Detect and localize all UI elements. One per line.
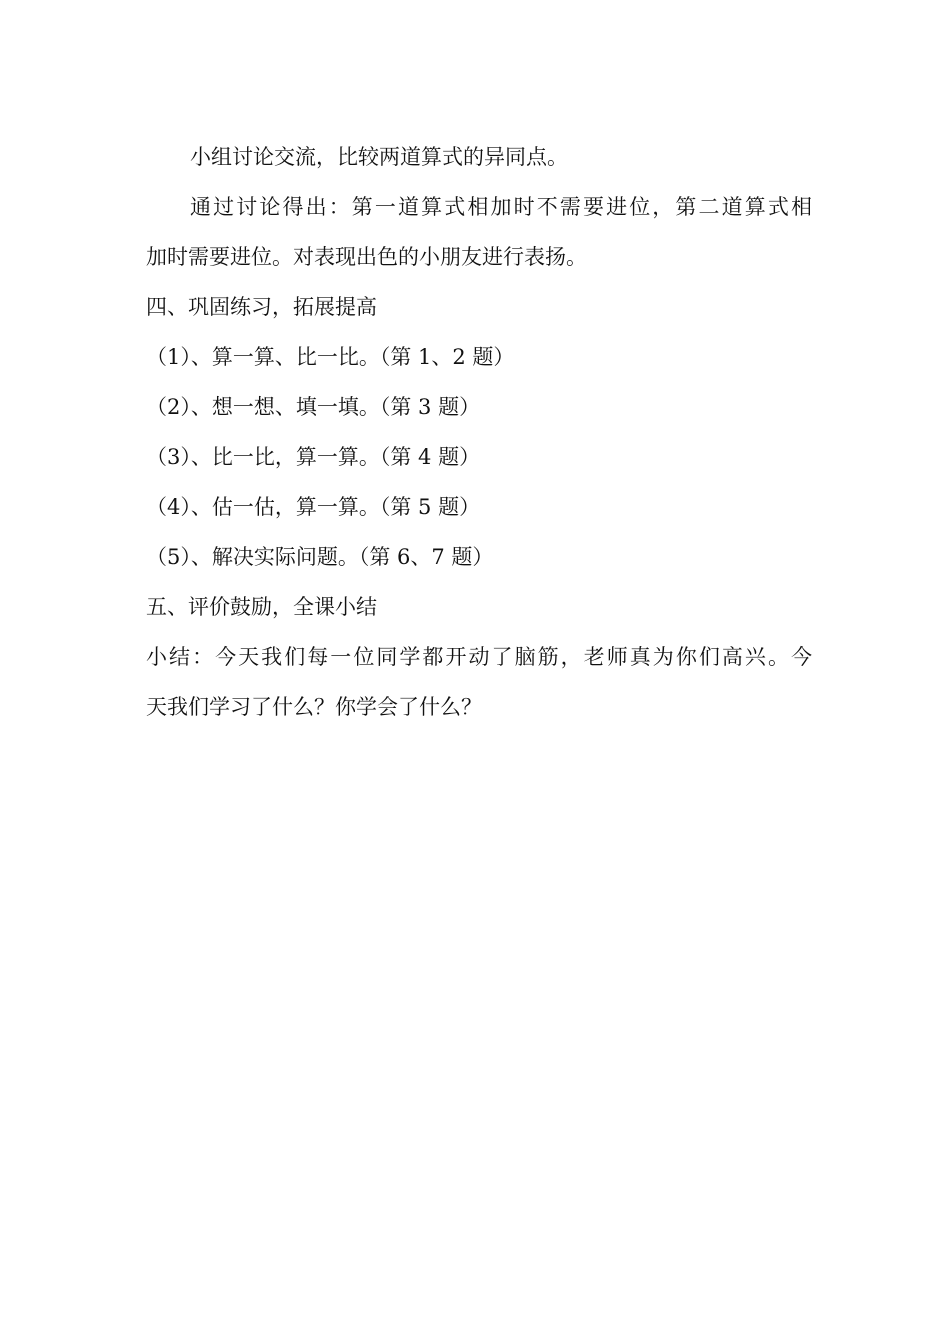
paragraph-line: 通过讨论得出：第一道算式相加时不需要进位，第二道算式相 bbox=[190, 195, 812, 219]
paragraph-line: 小组讨论交流，比较两道算式的异同点。 bbox=[190, 145, 568, 169]
paragraph-line: 加时需要进位。对表现出色的小朋友进行表扬。 bbox=[146, 245, 587, 269]
section-heading: 四、巩固练习，拓展提高 bbox=[146, 295, 377, 319]
exercise-item-4 bbox=[146, 482, 812, 532]
section-heading: 五、评价鼓励，全课小结 bbox=[146, 595, 377, 619]
paragraph-summary bbox=[146, 632, 812, 732]
section-heading-practice bbox=[146, 282, 812, 332]
exercise-line: （5）、解决实际问题。（第 6、7 题） bbox=[146, 545, 494, 569]
exercise-item-5 bbox=[146, 532, 812, 582]
exercise-line: （1）、算一算、比一比。（第 1、2 题） bbox=[146, 345, 515, 369]
paragraph-discussion-result bbox=[146, 182, 812, 282]
exercise-item-1 bbox=[146, 332, 812, 382]
exercise-item-3 bbox=[146, 432, 812, 482]
paragraph-line: 小结：今天我们每一位同学都开动了脑筋，老师真为你们高兴。今 bbox=[146, 645, 812, 669]
paragraph-group-discussion bbox=[146, 132, 812, 182]
document-body bbox=[146, 132, 812, 732]
exercise-line: （2）、想一想、填一填。（第 3 题） bbox=[146, 395, 481, 419]
exercise-item-2 bbox=[146, 382, 812, 432]
exercise-line: （3）、比一比，算一算。（第 4 题） bbox=[146, 445, 481, 469]
exercise-line: （4）、估一估，算一算。（第 5 题） bbox=[146, 495, 481, 519]
paragraph-line: 天我们学习了什么？你学会了什么？ bbox=[146, 695, 482, 719]
section-heading-summary bbox=[146, 582, 812, 632]
